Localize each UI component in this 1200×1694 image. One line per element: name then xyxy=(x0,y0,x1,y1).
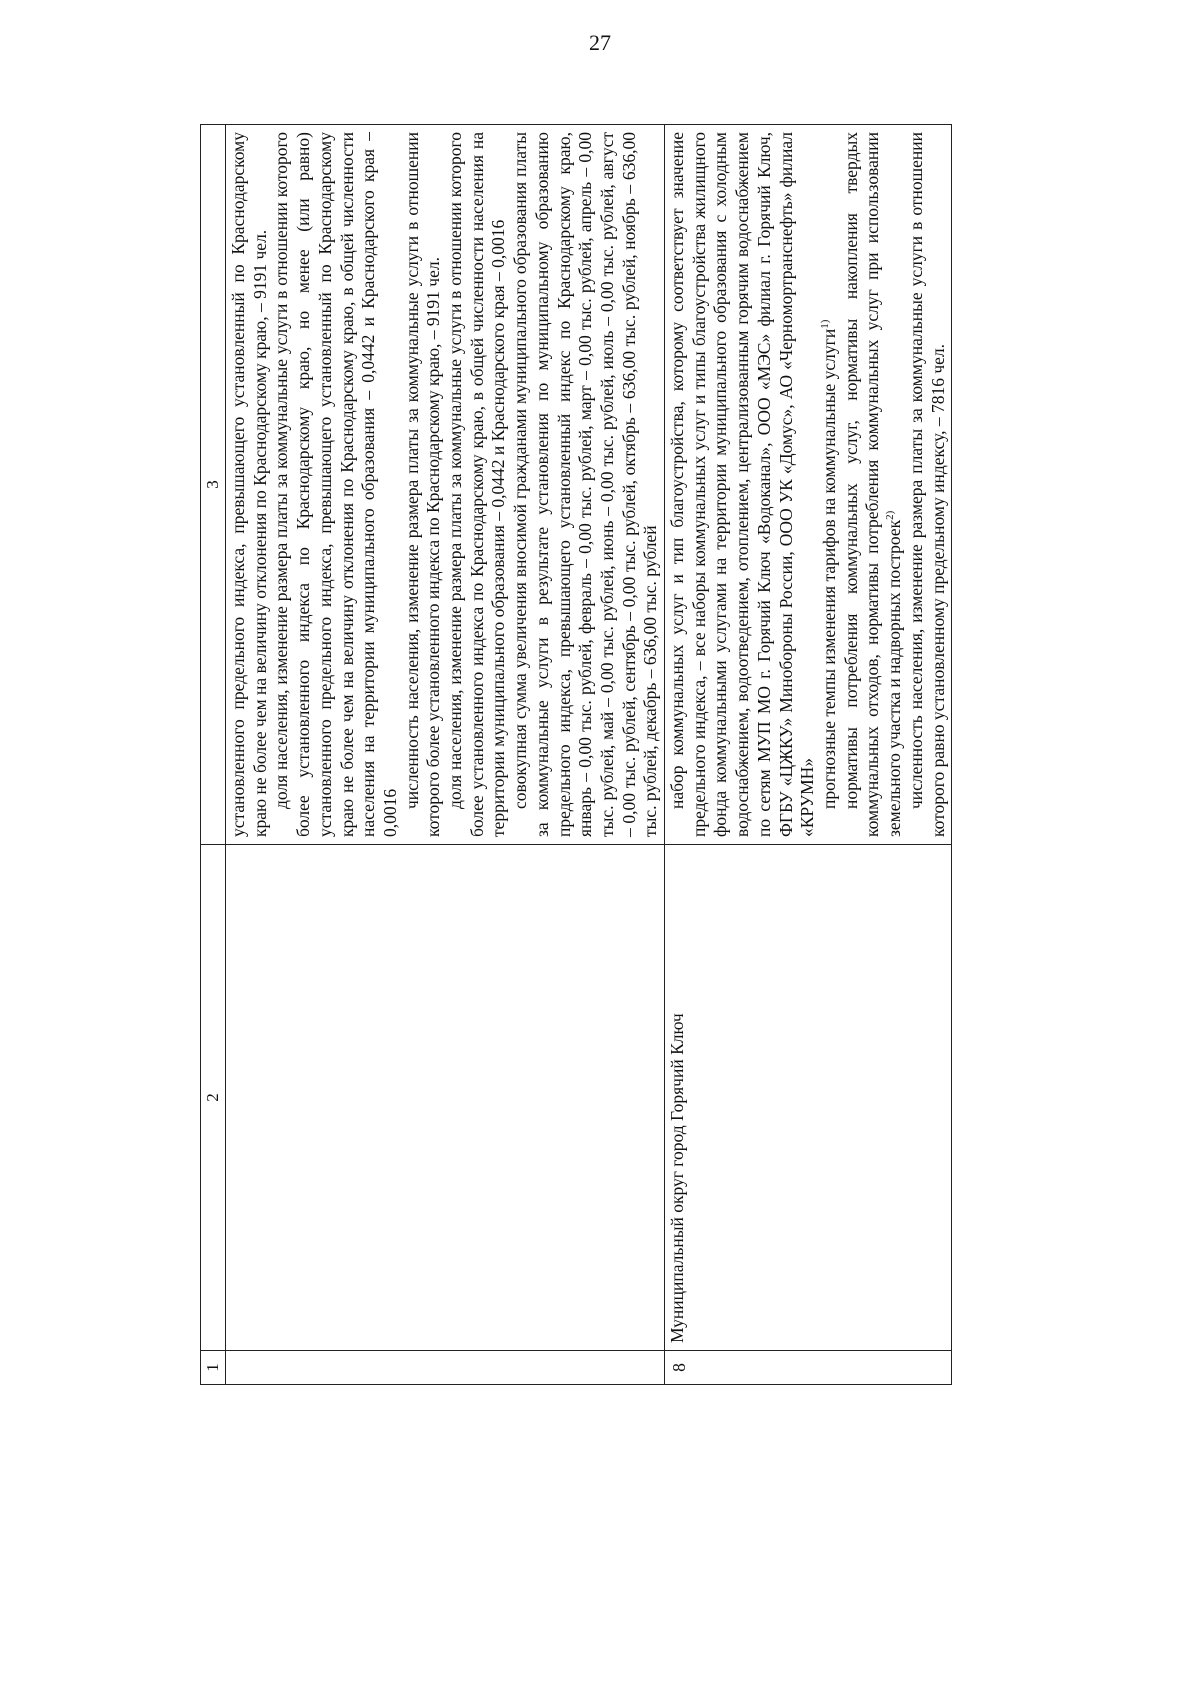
table-row-8 xyxy=(665,125,952,1385)
paragraph xyxy=(841,132,906,837)
municipality-cell: Муниципальный округ город Горячий Ключ xyxy=(665,845,952,1351)
description-cell xyxy=(226,125,665,845)
footnote-mark: 2) xyxy=(884,510,897,520)
page-number: 27 xyxy=(589,30,611,55)
paragraph xyxy=(906,132,949,837)
row-number-cell: 8 xyxy=(665,1351,952,1385)
row-number-cell xyxy=(226,1351,665,1385)
column-number-3: 3 xyxy=(201,125,226,845)
column-number-1: 1 xyxy=(201,1351,226,1385)
paragraph xyxy=(667,132,819,837)
paragraph-text: набор коммунальных услуг и тип благоустройства, которому соответствует значение предельного индекса, – все наборы коммунальных услуг и типы благоустройства жилищного фонда коммунальными услугами на территории муниципального образования с холодным водоснабжением, водоотведением, отоплением, централизованным горячим водоснабжением по сетям МУП МО г. Горячий Ключ «Водоканал», ООО «МЭС» филиал г. Горячий Ключ, ФГБУ «ЦЖКУ» Минобороны России, ООО УК «Домус», АО «Черномортранснефть» филиал «КРУМН» xyxy=(667,132,818,837)
data-table xyxy=(200,124,952,1385)
paragraph xyxy=(819,132,841,837)
table-header-row xyxy=(201,125,226,1385)
description-cell xyxy=(665,125,952,845)
paragraph-text: нормативы потребления коммунальных услуг, нормативы накопления твердых коммунальных отходов, нормативы потребления коммунальных услуг при использовании земельного участка и надворных построек xyxy=(840,132,905,837)
municipality-cell xyxy=(226,845,665,1351)
table-row-continuation xyxy=(226,125,665,1385)
paragraph: доля населения, изменение размера платы за коммунальные услуги в отношении которого более установленного индекса по Краснодарскому краю, в общей численности населения на территории муниципального образования – 0,0442 и Краснодарского края – 0,0016 xyxy=(445,132,509,837)
column-number-2: 2 xyxy=(201,845,226,1351)
paragraph-text: прогнозные темпы изменения тарифов на коммунальные услуги xyxy=(818,328,839,809)
paragraph: численность населения, изменение размера платы за коммунальные услуги в отношении которого более установленного индекса по Краснодарскому краю, – 9191 чел. xyxy=(401,132,444,837)
paragraph-text: численность населения, изменение размера платы за коммунальные услуги в отношении которого равно установленному предельному индексу, – 7816 чел. xyxy=(905,132,948,837)
paragraph: установленного предельного индекса, превышающего установленный по Краснодарскому краю не более чем на величину отклонения по Краснодарскому краю, – 9191 чел. xyxy=(228,132,270,837)
footnote-mark: 1) xyxy=(819,319,832,329)
paragraph: доля населения, изменение размера платы за коммунальные услуги в отношении которого более установленного индекса по Краснодарскому краю, но менее (или равно) установленного предельного индекса, превышающего установленный по Краснодарскому краю не более чем на величину отклонения по Краснодарскому краю, в общей численности населения на территории муниципального образования – 0,0442 и Краснодарского края – 0,0016 xyxy=(271,132,400,837)
paragraph: совокупная сумма увеличения вносимой гражданами муниципального образования платы за коммунальные услуги в результате установления по муниципальному образованию предельного индекса, превышающего установленный индекс по Краснодарскому краю, январь – 0,00 тыс. рублей, февраль – 0,00 тыс. рублей, март – 0,00 тыс. рублей, апрель – 0,00 тыс. рублей, май – 0,00 тыс. рублей, июнь – 0,00 тыс. рублей, июль – 0,00 тыс. рублей, август – 0,00 тыс. рублей, сентябрь – 0,00 тыс. рублей, октябрь – 636,00 тыс. рублей, ноябрь – 636,00 тыс. рублей, декабрь – 636,00 тыс. рублей xyxy=(510,132,661,837)
rotated-table-sheet xyxy=(200,125,1120,1385)
